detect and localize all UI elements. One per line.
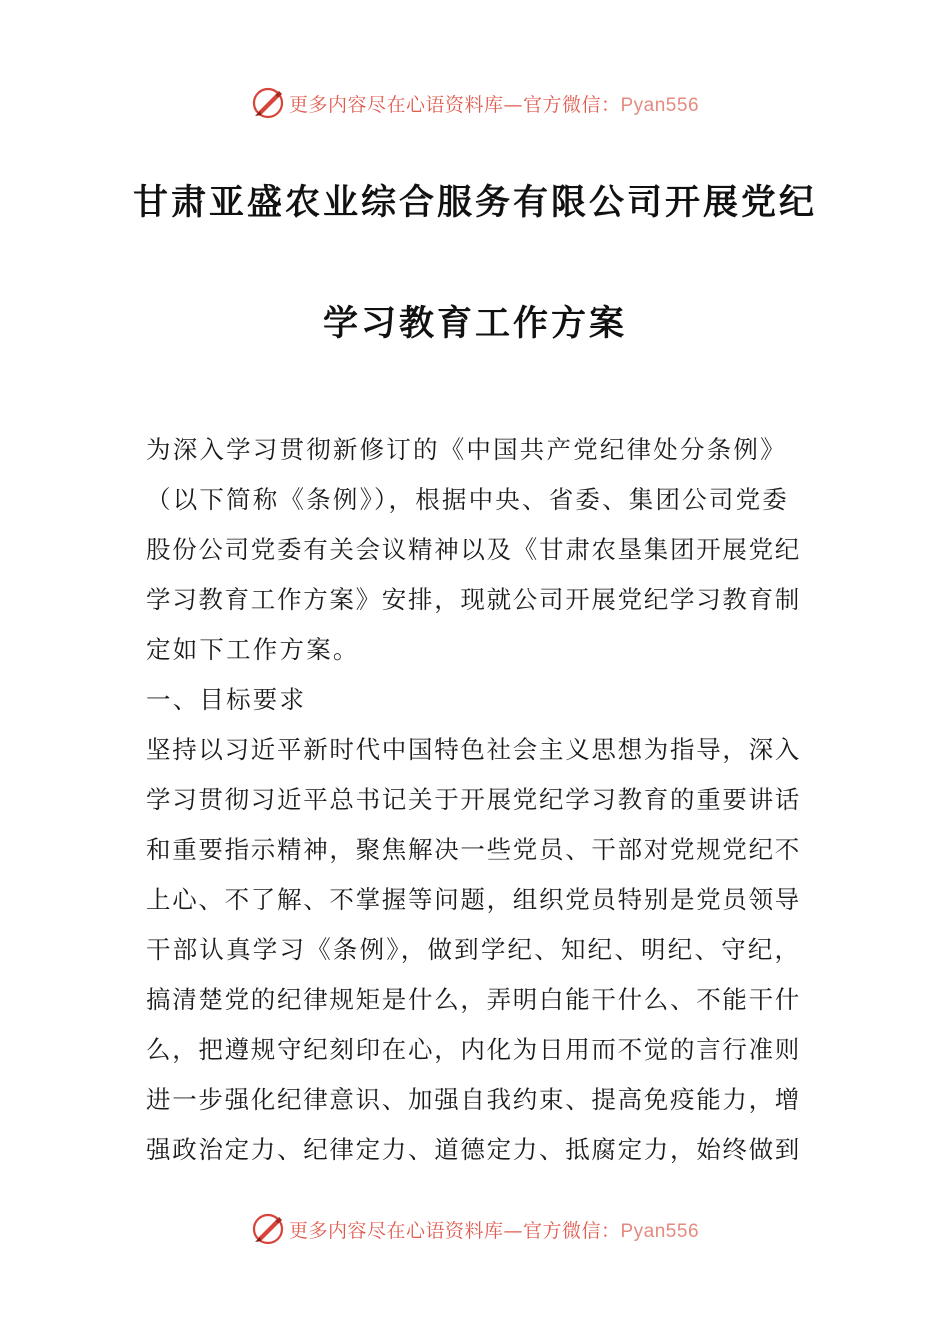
body-line: 定如下工作方案。 [146, 635, 360, 664]
body-line: 强政治定力、纪律定力、道德定力、抵腐定力，始终做到 [146, 1135, 801, 1164]
body-line: 搞清楚党的纪律规矩是什么，弄明白能干什么、不能干什 [146, 985, 801, 1014]
section-heading: 一、目标要求 [146, 685, 307, 714]
pen-logo-icon [251, 1212, 285, 1246]
document-body [146, 425, 806, 1175]
body-line: 学习贯彻习近平总书记关于开展党纪学习教育的重要讲话 [146, 785, 801, 814]
body-line: 上心、不了解、不掌握等问题，组织党员特别是党员领导 [146, 885, 801, 914]
document-title-line-1: 甘肃亚盛农业综合服务有限公司开展党纪 [132, 183, 817, 223]
watermark-banner-bottom [0, 1207, 950, 1251]
body-line: 股份公司党委有关会议精神以及《甘肃农垦集团开展党纪 [146, 535, 801, 564]
body-line: 进一步强化纪律意识、加强自我约束、提高免疫能力，增 [146, 1085, 801, 1114]
body-line: 为深入学习贯彻新修订的《中国共产党纪律处分条例》 [146, 435, 787, 464]
body-line: （以下简称《条例》），根据中央、省委、集团公司党委 [146, 485, 789, 514]
body-line: 坚持以习近平新时代中国特色社会主义思想为指导，深入 [146, 735, 801, 764]
pen-logo-icon [251, 86, 285, 120]
document-title-line-2: 学习教育工作方案 [322, 304, 627, 344]
watermark-text: 更多内容尽在心语资料库—官方微信：Pyan556 [288, 1219, 700, 1242]
body-line: 和重要指示精神，聚焦解决一些党员、干部对党规党纪不 [146, 835, 801, 864]
body-line: 么，把遵规守纪刻印在心，内化为日用而不觉的言行准则 [146, 1035, 801, 1064]
body-line: 干部认真学习《条例》，做到学纪、知纪、明纪、守纪， [146, 935, 802, 964]
watermark-text: 更多内容尽在心语资料库—官方微信：Pyan556 [288, 93, 700, 116]
watermark-banner-top [0, 81, 950, 125]
body-line: 学习教育工作方案》安排，现就公司开展党纪学习教育制 [146, 585, 801, 614]
